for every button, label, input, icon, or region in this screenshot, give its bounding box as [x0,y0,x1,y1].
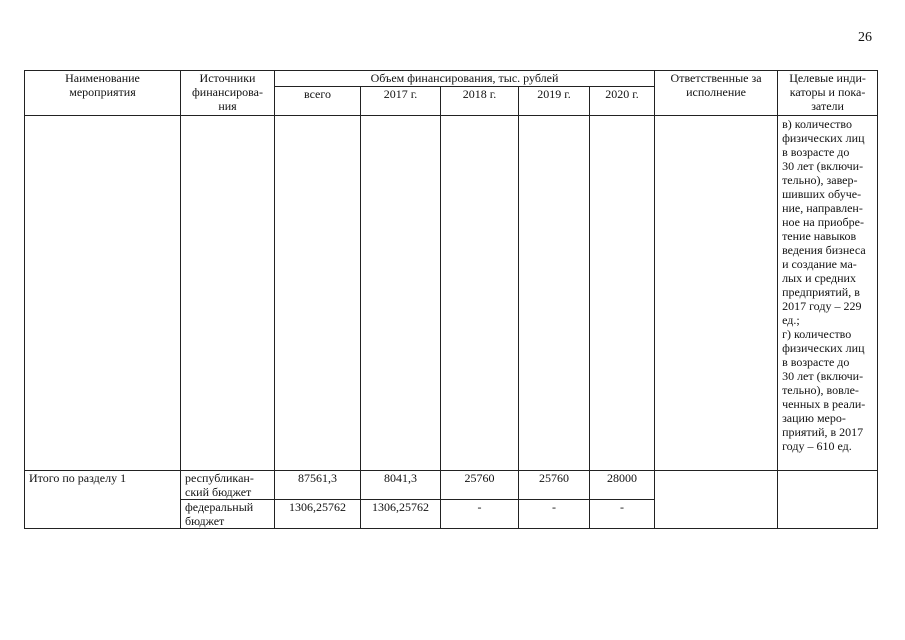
y2017-cell: 8041,3 [361,471,441,500]
summary-label: Итого по разделу 1 [25,471,181,529]
y2019-cell: 25760 [519,471,590,500]
total-cell: 87561,3 [275,471,361,500]
header-2019: 2019 г. [519,87,590,116]
y2018-cell: - [441,500,519,529]
empty-cell [655,116,778,471]
source-cell: республикан- ский бюджет [181,471,275,500]
header-indicators: Целевые инди- каторы и пока- затели [778,71,878,116]
empty-cell [25,116,181,471]
responsible-cell [655,471,778,529]
y2018-cell: 25760 [441,471,519,500]
header-total: всего [275,87,361,116]
funding-table [24,70,878,529]
y2020-cell: 28000 [590,471,655,500]
y2020-cell: - [590,500,655,529]
indicators-cell: в) количество физических лиц в возрасте до 30 лет (включи- тельно), завер- шивших обуче- ние, направлен- ное на приобре- тение навыков ведения бизнеса и создание ма- лых и средних предприятий, в 2017 году – 229 ед.; г) количество физических лиц в возрасте до 30 лет (включи- тельно), вовле- ченных в реали- зацию меро- приятий, в 2017 году – 610 ед. [778,116,878,471]
header-2018: 2018 г. [441,87,519,116]
empty-cell [361,116,441,471]
summary-row-republican [25,471,878,500]
empty-cell [181,116,275,471]
empty-cell [275,116,361,471]
empty-cell [519,116,590,471]
source-cell: федеральный бюджет [181,500,275,529]
page-number: 26 [858,30,872,45]
header-funding-group: Объем финансирования, тыс. рублей [275,71,655,87]
header-responsible: Ответственные за исполнение [655,71,778,116]
empty-cell [590,116,655,471]
continuation-row [25,116,878,471]
total-cell: 1306,25762 [275,500,361,529]
header-2017: 2017 г. [361,87,441,116]
header-sources: Источники финансирова- ния [181,71,275,116]
empty-cell [441,116,519,471]
header-2020: 2020 г. [590,87,655,116]
y2017-cell: 1306,25762 [361,500,441,529]
header-name: Наименование мероприятия [25,71,181,116]
y2019-cell: - [519,500,590,529]
header-row-top [25,71,878,87]
indicators-empty-cell [778,471,878,529]
